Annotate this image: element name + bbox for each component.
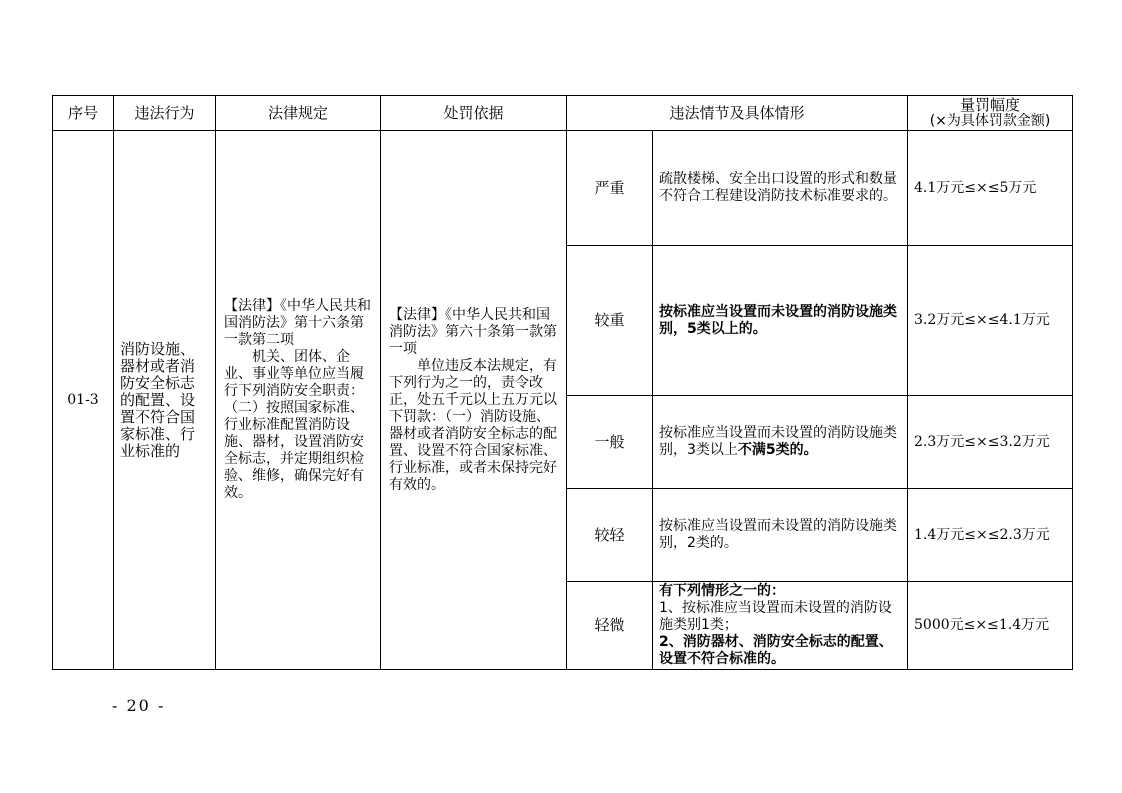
detail-minor-item1: 1、按标准应当设置而未设置的消防设施类别1类； <box>659 600 892 633</box>
detail-severe: 疏散楼梯、安全出口设置的形式和数量不符合工程建设消防技术标准要求的。 <box>653 131 908 246</box>
penalty-basis-title: 【法律】《中华人民共和国消防法》第六十条第一款第一项 <box>389 306 557 357</box>
range-serious: 3.2万元≤×≤4.1万元 <box>908 246 1073 396</box>
level-minor: 轻微 <box>567 582 653 670</box>
detail-minor-item2: 2、消防器材、消防安全标志的配置、设置不符合标准的。 <box>659 634 893 667</box>
legal-provision-title: 【法律】《中华人民共和国消防法》第十六条第一款第二项 <box>224 298 371 348</box>
level-serious: 较重 <box>567 246 653 396</box>
level-severe: 严重 <box>567 131 653 246</box>
range-light: 1.4万元≤×≤2.3万元 <box>908 489 1073 582</box>
header-act: 违法行为 <box>114 96 216 131</box>
header-circumstance: 违法情节及具体情形 <box>567 96 908 131</box>
legal-provision <box>216 131 381 670</box>
page-number: - 20 - <box>112 696 166 715</box>
legal-provision-text: 机关、团体、企业、事业等单位应当履行下列消防安全职责：（二）按照国家标准、行业标准配置消防设施、器材，设置消防安全标志，并定期组织检验、维修，确保完好有效。 <box>224 349 364 501</box>
header-range-title: 量罚幅度 <box>960 96 1021 114</box>
header-row <box>53 96 1073 131</box>
detail-general-part1: 按标准应当设置而未设置的消防设施类别，3类以上 <box>659 425 897 458</box>
range-minor: 5000元≤×≤1.4万元 <box>908 582 1073 670</box>
range-severe: 4.1万元≤×≤5万元 <box>908 131 1073 246</box>
detail-minor <box>653 582 908 670</box>
detail-serious: 按标准应当设置而未设置的消防设施类别，5类以上的。 <box>653 246 908 396</box>
level-light: 较轻 <box>567 489 653 582</box>
range-general: 2.3万元≤×≤3.2万元 <box>908 396 1073 489</box>
header-basis: 处罚依据 <box>381 96 567 131</box>
violation-act: 消防设施、器材或者消防安全标志的配置、设置不符合国家标准、行业标准的 <box>114 131 216 670</box>
table-row <box>53 131 1073 246</box>
detail-minor-head: 有下列情形之一的： <box>659 583 785 599</box>
header-range <box>908 96 1073 131</box>
level-general: 一般 <box>567 396 653 489</box>
row-id: 01-3 <box>53 131 114 670</box>
detail-general-part2: 不满5类的。 <box>737 442 818 458</box>
detail-general <box>653 396 908 489</box>
header-range-note: (×为具体罚款金额) <box>929 113 1051 129</box>
penalty-basis <box>381 131 567 670</box>
header-id: 序号 <box>53 96 114 131</box>
penalty-basis-text: 单位违反本法规定，有下列行为之一的，责令改正，处五千元以上五万元以下罚款：（一）消防设施、器材或者消防安全标志的配置、设置不符合国家标准、行业标准，或者未保持完好有效的。 <box>389 357 557 493</box>
header-law: 法律规定 <box>216 96 381 131</box>
penalty-table <box>52 95 1073 670</box>
detail-light: 按标准应当设置而未设置的消防设施类别，2类的。 <box>653 489 908 582</box>
